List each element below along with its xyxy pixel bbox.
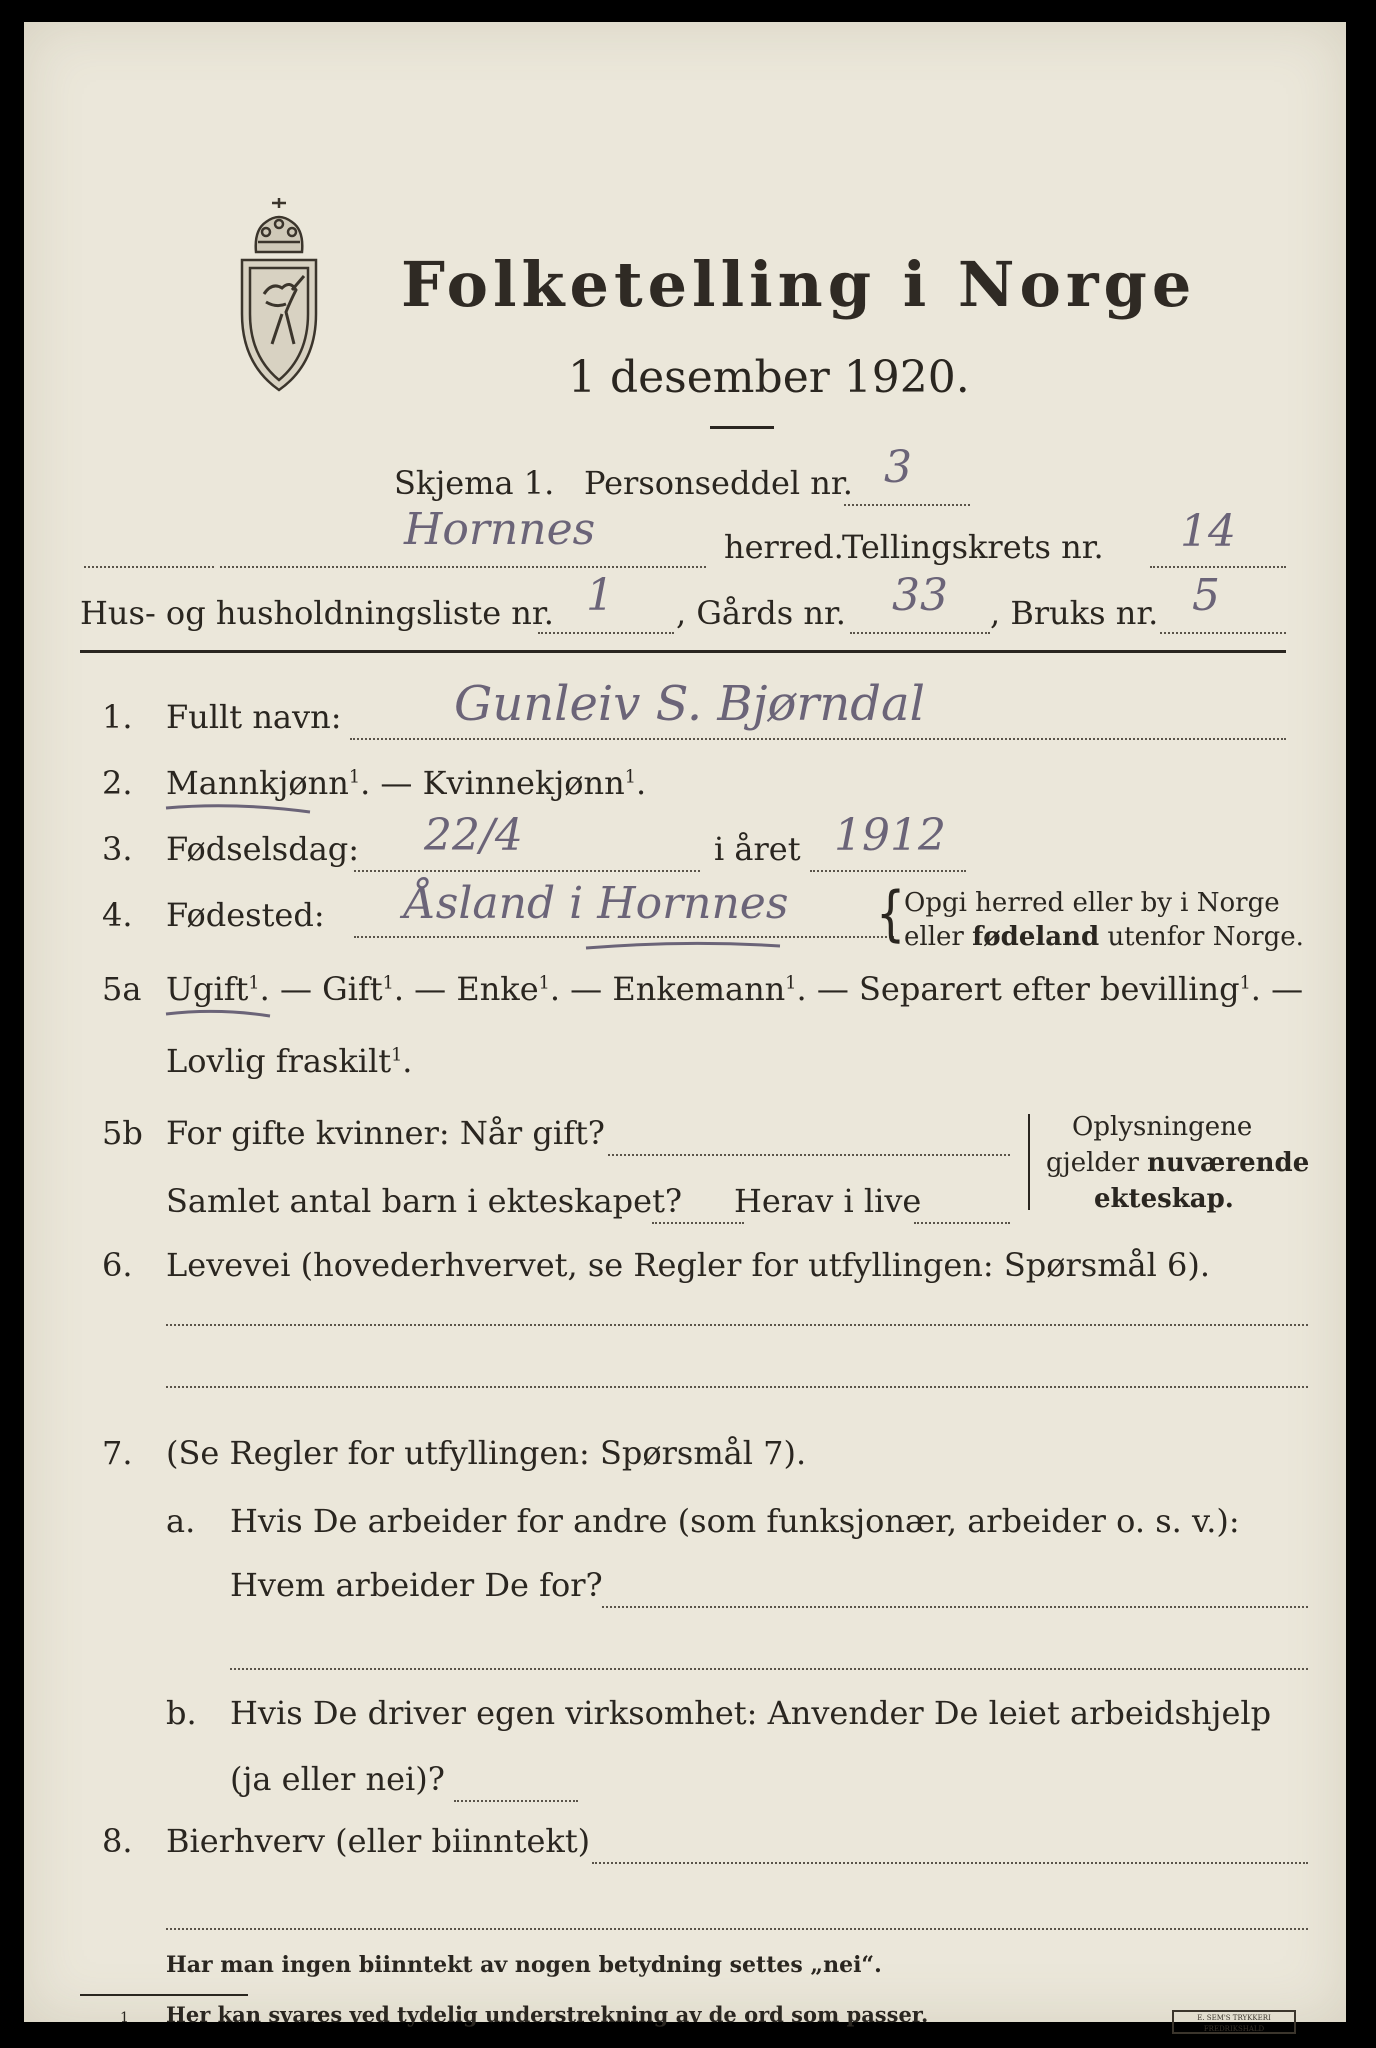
q4-number: 4. <box>102 896 133 934</box>
q2-male-footnote: 1 <box>348 767 361 788</box>
q4-value[interactable]: Åsland i Hornnes <box>404 878 789 929</box>
q3-year-label: i året <box>714 830 801 868</box>
q2-underline-mark <box>164 800 314 818</box>
q7b-line <box>454 1800 578 1802</box>
q5b-barn: Samlet antal barn i ekteskapet? <box>166 1182 683 1220</box>
q2-female-footnote: 1 <box>624 767 636 788</box>
herred-label: herred. <box>724 528 844 566</box>
q5b-live: Herav i live <box>734 1182 922 1220</box>
hus-label: Hus- og husholdningsliste nr. <box>80 594 554 632</box>
q4-note-b: fødeland <box>972 922 1100 952</box>
form-title: Folketelling i Norge <box>401 248 1197 321</box>
q4-note-c: utenfor Norge. <box>1107 922 1304 952</box>
header-rule <box>80 650 1286 653</box>
q5a-gift[interactable]: Gift <box>322 970 383 1008</box>
q1-value[interactable]: Gunleiv S. Bjørndal <box>454 676 925 732</box>
q5a-ugift[interactable]: Ugift <box>166 970 249 1008</box>
q5b-note3: ekteskap. <box>1094 1184 1234 1214</box>
q1-line <box>350 738 1286 740</box>
q4-brace: { <box>876 877 906 949</box>
q6-line1 <box>166 1324 1308 1326</box>
q7-number: 7. <box>102 1434 133 1472</box>
q5a-enke-footnote: 1 <box>538 973 550 994</box>
q2-female[interactable]: Kvinnekjønn <box>422 764 625 802</box>
hus-value[interactable]: 1 <box>586 570 614 621</box>
q5b-number: 5b <box>102 1114 143 1152</box>
bruks-label: , Bruks nr. <box>990 594 1159 632</box>
printer-stamp: E. SEM'S TRYKKERI FREDRIKSHALD <box>1172 2010 1296 2034</box>
gards-label: , Gårds nr. <box>676 594 846 632</box>
q7a-line2 <box>230 1668 1308 1670</box>
q8-line2 <box>166 1928 1308 1930</box>
q4-label: Fødested: <box>166 896 325 934</box>
bruks-value[interactable]: 5 <box>1192 570 1220 621</box>
q1-label: Fullt navn: <box>166 698 342 736</box>
q5a-gift-footnote: 1 <box>382 973 394 994</box>
q3-value[interactable]: 22/4 <box>424 810 523 861</box>
personseddel-line <box>844 504 970 506</box>
q7a-label: Hvis De arbeider for andre (som funksjonær, arbeider o. s. v.): <box>230 1502 1240 1540</box>
q3-year-line <box>810 870 966 872</box>
bruks-line <box>1160 632 1286 634</box>
q7b-letter: b. <box>166 1694 197 1732</box>
q5a-ugift-footnote: 1 <box>248 973 260 994</box>
herred-line <box>220 566 706 568</box>
q3-year-value[interactable]: 1912 <box>834 810 946 861</box>
q7b-label: Hvis De driver egen virksomhet: Anvender De leiet arbeidshjelp <box>230 1694 1272 1732</box>
q4-note-line2 <box>904 922 1304 952</box>
gards-line <box>850 632 990 634</box>
q3-number: 3. <box>102 830 133 868</box>
q6-line2 <box>166 1386 1308 1388</box>
form-date: 1 desember 1920. <box>568 352 970 403</box>
tellingskrets-line <box>1150 566 1286 568</box>
q5b-gift-line <box>608 1154 1010 1156</box>
q5b-barn-line <box>652 1222 744 1224</box>
q2-options: Mannkjønn$^1$. — Kvinnekjønn$^1$. <box>166 764 647 802</box>
q7a-letter: a. <box>166 1502 196 1540</box>
q5a-options: Ugift$^1$. — Gift$^1$. — Enke$^1$. — Enkemann$^1$. — Separert efter bevilling$^1$. — <box>166 970 1304 1008</box>
q8-label: Bierhverv (eller biinntekt) <box>166 1822 591 1860</box>
q6-label: Levevei (hovederhvervet, se Regler for utfyllingen: Spørsmål 6). <box>166 1246 1211 1284</box>
q7a-who: Hvem arbeider De for? <box>230 1566 603 1604</box>
q2-number: 2. <box>102 764 133 802</box>
footnote-mark: 1 <box>120 2010 129 2026</box>
q8-note: Har man ingen biinntekt av nogen betydning settes „nei“. <box>166 1952 882 1978</box>
q8-number: 8. <box>102 1822 133 1860</box>
q6-number: 6. <box>102 1246 133 1284</box>
q4-note-a: eller <box>904 922 964 952</box>
q5a-enkemann[interactable]: Enkemann <box>612 970 786 1008</box>
q4-note-line1: Opgi herred eller by i Norge <box>904 888 1280 918</box>
q5a-lovlig: Lovlig fraskilt$^1$. <box>166 1042 413 1080</box>
tellingskrets-value[interactable]: 14 <box>1180 506 1236 557</box>
gards-value[interactable]: 33 <box>892 570 948 621</box>
q5b-note2-a: gjelder <box>1046 1148 1139 1178</box>
footnote-rule <box>80 1994 248 1996</box>
q2-sep: — <box>380 764 413 802</box>
personseddel-value[interactable]: 3 <box>884 442 912 493</box>
q2-male[interactable]: Mannkjønn <box>166 764 349 802</box>
q5b-note2 <box>1046 1148 1309 1178</box>
q5a-separert-footnote: 1 <box>1239 973 1251 994</box>
q5a-underline-mark <box>164 1006 274 1020</box>
title-divider <box>710 426 774 429</box>
coat-of-arms-icon <box>236 194 322 396</box>
q5b-note2-b: nuværende <box>1147 1148 1310 1178</box>
footnote-text: Her kan svares ved tydelig understrekning av de ord som passer. <box>166 2002 929 2027</box>
herred-value[interactable]: Hornnes <box>404 504 596 555</box>
herred-line-left <box>84 566 214 568</box>
q8-line1 <box>592 1862 1308 1864</box>
q1-number: 1. <box>102 698 133 736</box>
q5b-bracket <box>1028 1114 1030 1210</box>
q5b-label: For gifte kvinner: Når gift? <box>166 1114 605 1152</box>
q5a-enke[interactable]: Enke <box>456 970 539 1008</box>
census-form <box>24 22 1346 2033</box>
skjema-label: Skjema 1. <box>394 464 555 502</box>
q5a-number: 5a <box>102 970 142 1008</box>
q3-label: Fødselsdag: <box>166 830 360 868</box>
q5a-enkemann-footnote: 1 <box>785 973 797 994</box>
q5b-live-line <box>914 1222 1010 1224</box>
q5a-separert[interactable]: Separert efter bevilling <box>859 970 1240 1008</box>
hus-line <box>538 632 674 634</box>
q5a-lovlig-text[interactable]: Lovlig fraskilt <box>166 1042 392 1080</box>
q7-label: (Se Regler for utfyllingen: Spørsmål 7). <box>166 1434 807 1472</box>
tellingskrets-label: Tellingskrets nr. <box>842 528 1104 566</box>
q7b-ja-nei: (ja eller nei)? <box>230 1760 445 1798</box>
q5b-note1: Oplysningene <box>1072 1112 1253 1142</box>
q7a-who-line <box>602 1606 1308 1608</box>
q4-underline-mark <box>584 938 784 954</box>
personseddel-label: Personseddel nr. <box>584 464 853 502</box>
q5a-lovlig-footnote: 1 <box>391 1045 403 1066</box>
q3-line <box>354 870 700 872</box>
